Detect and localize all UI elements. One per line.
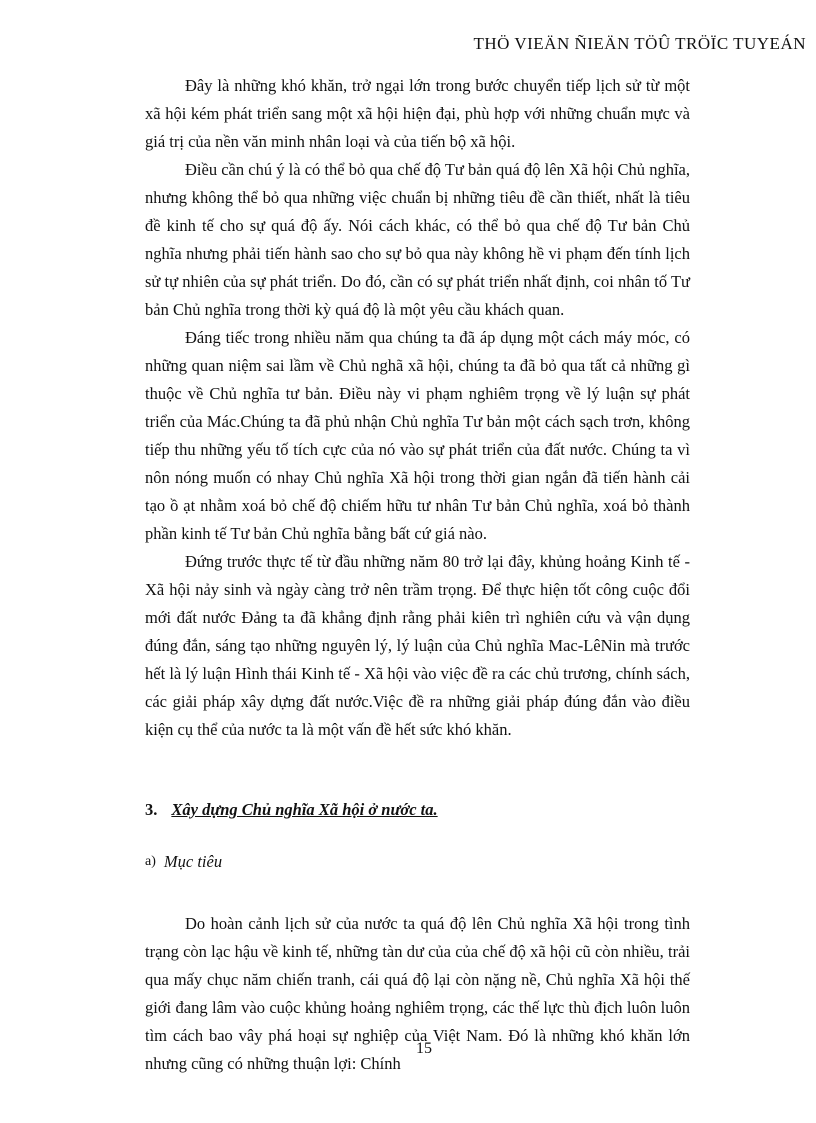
page-content (145, 72, 690, 1078)
section-heading (145, 796, 690, 824)
page-number: 15 (416, 1040, 432, 1057)
site-header-title: THÖ VIEÄN ÑIEÄN TÖÛ TRÖÏC TUYEÁN (473, 34, 806, 53)
section-number: 3. (145, 800, 158, 819)
subsection-heading (145, 848, 690, 876)
paragraph-1: Đây là những khó khăn, trở ngại lớn trong bước chuyển tiếp lịch sử từ một xã hội kém phát triển sang một xã hội hiện đại, phù hợp với những chuẩn mực và giá trị của nền văn minh nhân loại và của tiến bộ xã hội. (145, 76, 690, 151)
paragraph-4: Đứng trước thực tế từ đầu những năm 80 trở lại đây, khủng hoảng Kinh tế - Xã hội nảy sinh và ngày càng trở nên trầm trọng. Để thực hiện tốt công cuộc đổi mới đất nước Đảng ta đã khẳng định rằng phải kiên trì nghiên cứu và vận dụng đúng đắn, sáng tạo những nguyên lý, lý luận của Chủ nghĩa Mac-LêNin mà trước hết là lý luận Hình thái Kinh tế - Xã hội vào việc đề ra các chủ trương, chính sách, các giải pháp xây dựng đất nước.Việc đề ra những giải pháp đúng đắn vào điều kiện cụ thể của nước ta là một vấn đề hết sức khó khăn. (145, 552, 690, 739)
section-title: Xây dựng Chủ nghĩa Xã hội ở nước ta. (171, 800, 438, 819)
paragraph-5: Do hoàn cảnh lịch sử của nước ta quá độ lên Chủ nghĩa Xã hội trong tình trạng còn lạc hậu về kinh tế, những tàn dư của của chế độ xã hội cũ còn nhiều, trải qua mấy chục năm chiến tranh, cái quá độ lại còn nặng nề, Chủ nghĩa Xã hội thế giới đang lâm vào cuộc khủng hoảng nghiêm trọng, các thế lực thù địch luôn luôn tìm cách bao vây phá hoại sự nghiệp của Việt Nam. Đó là những khó khăn lớn nhưng cũng có những thuận lợi: Chính (145, 914, 690, 1073)
subsection-letter: a) (145, 854, 156, 869)
subsection-title: Mục tiêu (163, 852, 223, 871)
paragraph-3: Đáng tiếc trong nhiều năm qua chúng ta đã áp dụng một cách máy móc, có những quan niệm sai lầm về Chủ nghã xã hội, chúng ta đã bỏ qua tất cả những gì thuộc về Chủ nghĩa tư bản. Điều này vi phạm nghiêm trọng về lý luận sự phát triển của Mác.Chúng ta đã phủ nhận Chủ nghĩa Tư bản một cách sạch trơn, không tiếp thu những yếu tố tích cực của nó vào sự phát triển của đất nước. Chúng ta vì nôn nóng muốn có nhay Chủ nghĩa Xã hội trong thời gian ngắn đã tiến hành cải tạo ồ ạt nhằm xoá bỏ chế độ chiếm hữu tư nhân Tư bản Chủ nghĩa, xoá bỏ thành phần kinh tế Tư bản Chủ nghĩa bằng bất cứ giá nào. (145, 328, 690, 543)
paragraph-2: Điều cần chú ý là có thể bỏ qua chế độ Tư bản quá độ lên Xã hội Chủ nghĩa, nhưng không thể bỏ qua những việc chuẩn bị những tiêu đề cần thiết, nhất là tiêu đề kinh tế cho sự quá độ ấy. Nói cách khác, có thể bỏ qua chế độ Tư bản Chủ nghĩa nhưng phải tiến hành sao cho sự bỏ qua này không hề vi phạm đến tính lịch sử tự nhiên của sự phát triển. Do đó, cần có sự phát triển nhất định, coi nhân tố Tư bản Chủ nghĩa trong thời kỳ quá độ là một yêu cầu khách quan. (145, 160, 690, 319)
